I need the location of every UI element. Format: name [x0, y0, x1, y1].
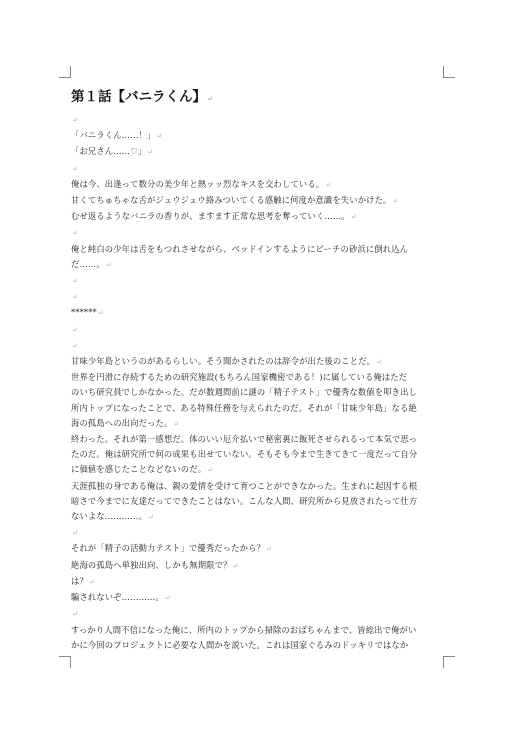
text-line [71, 177, 446, 193]
text-line-content: むせ返るようなバニラの香りが、ますます正常な思考を奪っていく……。 [71, 211, 350, 222]
paragraph-mark-icon: ↵ [173, 419, 180, 428]
text-line [71, 494, 446, 509]
text-line-content: 終わった。それが第一感想だ。体のいい厄介払いで秘密裏に飯死させられるって本気で思っ [71, 434, 418, 445]
paragraph-mark-icon: ↵ [72, 293, 79, 302]
text-line-content: のいち研究員でしかなかった。だが数週間前に謎の「精子テスト」で優秀な数値を叩き出し [71, 387, 417, 398]
text-line [71, 558, 446, 574]
text-line [71, 574, 446, 590]
paragraph-mark-icon: ↵ [265, 545, 272, 554]
paragraph-mark-icon: ↵ [72, 610, 79, 619]
text-line [71, 242, 446, 257]
text-line [71, 370, 446, 385]
text-line [71, 289, 446, 305]
paragraph-mark-icon: ↵ [148, 513, 155, 522]
text-line-content: に価値を感じたことなどないのだ。 [71, 464, 207, 475]
paragraph-mark-icon: ↵ [156, 132, 163, 141]
text-line [71, 623, 446, 638]
text-line [71, 385, 446, 400]
paragraph-mark-icon: ↵ [72, 229, 79, 238]
paragraph-mark-icon: ↵ [376, 358, 383, 367]
text-line-content: たのだ。俺は研究所で何の成果も出せていない。そもそも今まで生きてきて一度だって自分 [71, 449, 418, 460]
text-line [71, 322, 446, 338]
paragraph-mark-icon: ↵ [72, 325, 79, 334]
text-line [71, 144, 446, 160]
chapter-title [71, 88, 446, 106]
text-line [71, 606, 446, 622]
text-line [71, 338, 446, 354]
text-line-content: 俺は今、出逢って数分の美少年と熱ッッ烈なキスを交わしている。 [71, 178, 325, 189]
text-line [71, 112, 446, 128]
text-line-content: ないよな…………。 [71, 511, 148, 522]
paragraph-mark-icon: ↵ [350, 213, 357, 222]
text-line-content: 所内トップになったことで、ある特殊任務を与えられたのだ。それが「甘味少年島」なる絶 [71, 402, 417, 413]
paragraph-mark-icon: ↵ [392, 197, 399, 206]
paragraph-mark-icon: ↵ [72, 341, 79, 350]
paragraph-mark-icon: ↵ [88, 577, 95, 586]
text-line [71, 161, 446, 177]
text-line [71, 128, 446, 144]
text-lines [71, 112, 446, 653]
text-line-content: 「お兄さん……♡」 [71, 146, 147, 157]
text-line-content: かに今回のプロジェクトに必要な人間かを説いた。これは国家ぐるみのドッキリではなか [71, 639, 409, 650]
paragraph-mark-icon: ↵ [105, 260, 112, 269]
text-line-content: 暗さで今までに友達だってできたことはない。こんな人間、研究所から見放されたって仕方 [71, 495, 418, 506]
text-line-content: 騙されないぞ…………。 [71, 592, 164, 603]
text-line [71, 509, 446, 525]
text-line-content: 海の孤島への出向だった。 [71, 417, 173, 428]
paragraph-mark-icon: ↵ [97, 309, 104, 318]
paragraph-mark-icon: ↵ [147, 148, 154, 157]
text-line-content: 甘くてちゅちゃな舌がジュウジュウ絡みついてくる感触に何度か意識を失いかけた。 [71, 195, 392, 206]
text-line [71, 447, 446, 462]
paragraph-mark-icon: ↵ [164, 594, 171, 603]
chapter-title-text: 第１話【バニラくん】 [71, 89, 206, 105]
text-line-content: 世界を円滑に存続するための研究施設(もちろん国家機密である！)に属している俺はただ [71, 372, 408, 383]
paragraph-mark-icon: ↵ [72, 164, 79, 173]
text-line [71, 401, 446, 416]
paragraph-mark-icon: ↵ [207, 94, 213, 103]
text-line-content: だ……。 [71, 258, 105, 269]
paragraph-mark-icon: ↵ [72, 529, 79, 538]
text-line [71, 273, 446, 289]
text-line [71, 305, 446, 321]
crop-mark-bottom-left [59, 656, 71, 668]
text-line-content: それが「精子の活動力テスト」で優秀だったから？ [71, 543, 265, 554]
text-line-content: 「バニラくん……！」 [71, 130, 156, 141]
paragraph-mark-icon: ↵ [207, 466, 214, 475]
text-line [71, 590, 446, 606]
text-line-content: 甘味少年島というのがあるらしい。そう聞かされたのは辞令が出た後のことだ。 [71, 356, 376, 367]
text-line [71, 525, 446, 541]
text-line [71, 193, 446, 209]
crop-mark-top-right [443, 66, 455, 78]
text-line [71, 462, 446, 478]
crop-mark-top-left [59, 66, 71, 78]
text-line [71, 638, 446, 653]
text-line-content: 絶海の孤島へ単独出向、しかも無期限で？ [71, 559, 232, 570]
text-line [71, 479, 446, 494]
crop-mark-bottom-right [443, 656, 455, 668]
paragraph-mark-icon: ↵ [325, 180, 332, 189]
text-line [71, 257, 446, 273]
text-line-content: 俺と純白の少年は舌をもつれさせながら、ベッドインするようにビーチの砂浜に倒れ込ん [71, 243, 409, 254]
document-body[interactable] [71, 88, 446, 653]
text-line-content: すっかり人間不信になった俺に、所内のトップから掃除のおばちゃんまで、皆総出で俺がい [71, 624, 417, 635]
paragraph-mark-icon: ↵ [72, 116, 79, 124]
paragraph-mark-icon: ↵ [72, 277, 79, 286]
text-line-content: 天涯孤独の身である俺は、親の愛情を受けて育つことができなかった。生まれに起因する根 [71, 480, 418, 491]
text-line [71, 416, 446, 432]
text-line [71, 354, 446, 370]
paragraph-mark-icon: ↵ [232, 561, 239, 570]
text-line-content: ****** [71, 307, 97, 318]
text-line [71, 225, 446, 241]
text-line [71, 432, 446, 447]
text-line [71, 541, 446, 557]
text-line [71, 209, 446, 225]
text-line-content: は？ [71, 575, 88, 586]
